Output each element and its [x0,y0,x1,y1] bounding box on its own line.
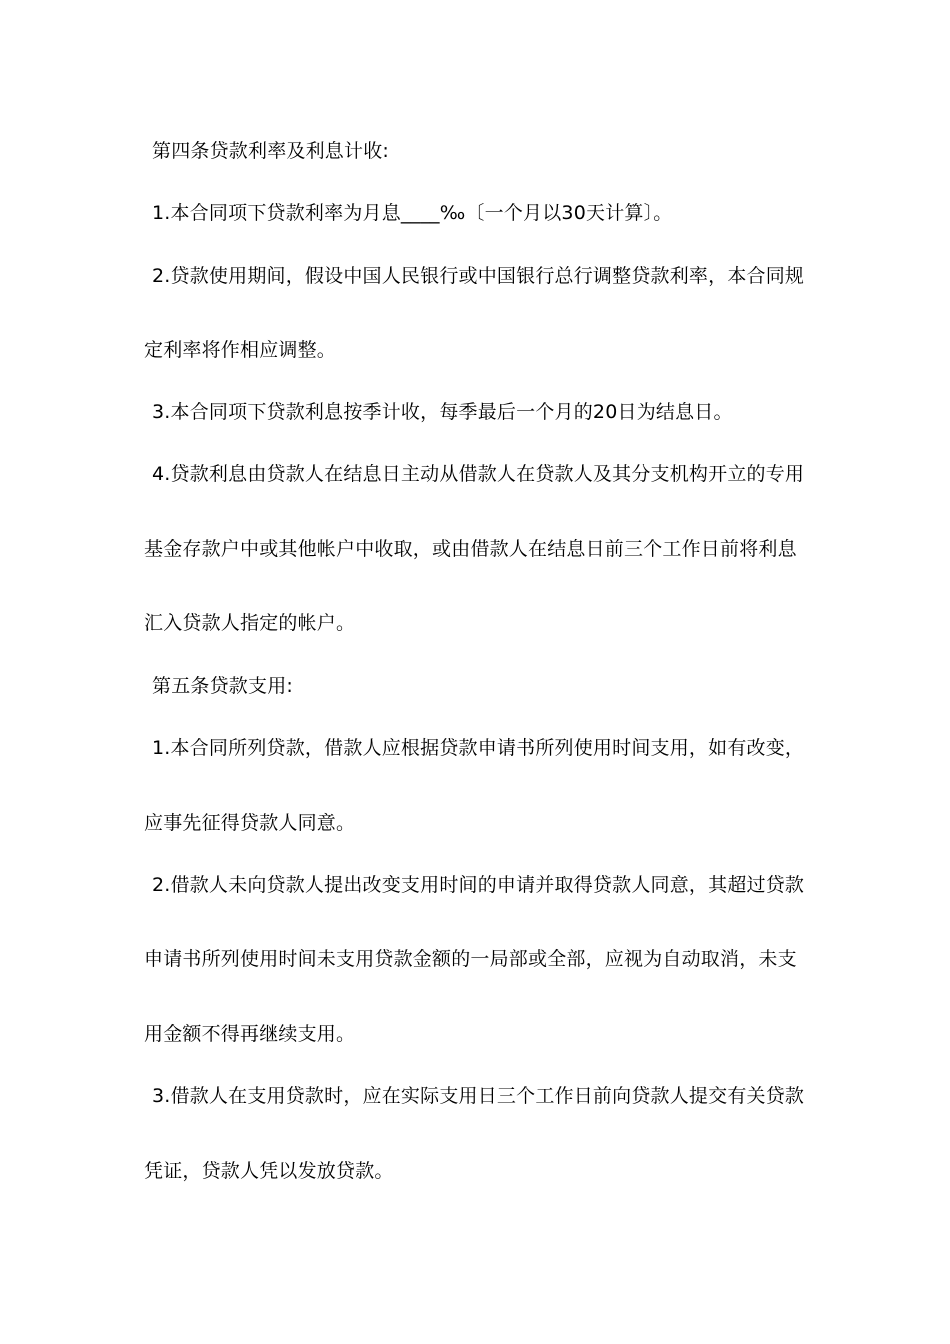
article-4-clause-3: 3.本合同项下贷款利息按季计收，每季最后一个月的20日为结息日。 [152,401,733,423]
article-4-clause-4-line-1: 4.贷款利息由贷款人在结息日主动从借款人在贷款人及其分支机构开立的专用 [152,463,805,485]
article-4-heading: 第四条贷款利率及利息计收: [152,140,390,162]
article-5-clause-3-line-1: 3.借款人在支用贷款时，应在实际支用日三个工作日前向贷款人提交有关贷款 [152,1085,805,1107]
article-5-clause-1-line-1: 1.本合同所列贷款，借款人应根据贷款申请书所列使用时间支用，如有改变， [152,737,805,759]
article-4-clause-4-line-3: 汇入贷款人指定的帐户。 [144,612,356,634]
article-4-clause-2-line-1: 2.贷款使用期间，假设中国人民银行或中国银行总行调整贷款利率，本合同规 [152,265,805,287]
article-4-clause-1: 1.本合同项下贷款利率为月息____‰〔一个月以30天计算〕。 [152,202,673,224]
article-5-clause-1-line-2: 应事先征得贷款人同意。 [144,812,356,834]
article-5-clause-2-line-1: 2.借款人未向贷款人提出改变支用时间的申请并取得贷款人同意，其超过贷款 [152,874,805,896]
article-4-clause-2-line-2: 定利率将作相应调整。 [144,339,337,361]
article-5-heading: 第五条贷款支用: [152,675,294,697]
article-5-clause-3-line-2: 凭证，贷款人凭以发放贷款。 [144,1160,394,1182]
article-5-clause-2-line-2: 申请书所列使用时间未支用贷款金额的一局部或全部，应视为自动取消，未支 [144,948,797,970]
article-5-clause-2-line-3: 用金额不得再继续支用。 [144,1023,356,1045]
article-4-clause-4-line-2: 基金存款户中或其他帐户中收取，或由借款人在结息日前三个工作日前将利息 [144,538,797,560]
